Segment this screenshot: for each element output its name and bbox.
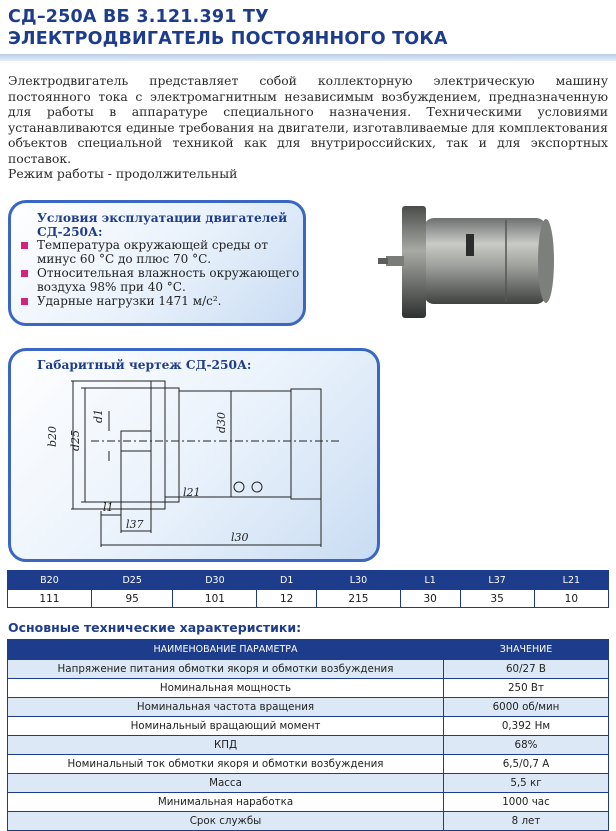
label-d1: d1	[92, 408, 105, 423]
dim-value: 35	[460, 590, 534, 608]
value-cell: 1000 час	[444, 793, 609, 812]
value-cell: 250 Вт	[444, 679, 609, 698]
condition-text: Ударные нагрузки 1471 м/с².	[37, 294, 222, 308]
drawing-box	[8, 348, 380, 562]
intro-paragraph: Электродвигатель представляет собой коллекторную электрическую машину постоянного тока с электромагнитным независимым возбуждением, предназначенную для работы в аппаратуре специального назначения. Техническими условиями устанавливаются единые требования на двигатели, изготавливаемые для комплектования объектов специальной техникой как для внутрироссийских, так и для экспортных поставок.	[8, 73, 608, 166]
dim-value: 111	[8, 590, 92, 608]
value-column-header: ЗНАЧЕНИЕ	[444, 640, 609, 660]
param-column-header: НАИМЕНОВАНИЕ ПАРАМЕТРА	[8, 640, 444, 660]
specs-table	[7, 639, 609, 831]
table-row	[8, 793, 609, 812]
table-row	[8, 774, 609, 793]
value-cell: 8 лет	[444, 812, 609, 831]
table-row	[8, 755, 609, 774]
table-row	[8, 717, 609, 736]
title-line-1: СД–250А ВБ 3.121.391 ТУ	[8, 7, 269, 27]
param-cell: Срок службы	[8, 812, 444, 831]
value-cell: 6000 об/мин	[444, 698, 609, 717]
value-cell: 6,5/0,7 А	[444, 755, 609, 774]
dim-value: 101	[173, 590, 257, 608]
conditions-title	[37, 211, 287, 239]
motor-photo	[376, 196, 556, 326]
label-d25: d25	[69, 429, 82, 451]
label-l37: l37	[126, 518, 144, 531]
title-line-2: ЭЛЕКТРОДВИГАТЕЛЬ ПОСТОЯННОГО ТОКА	[8, 29, 448, 49]
bullet-icon	[21, 298, 28, 305]
drawing-title: Габаритный чертеж СД-250А:	[37, 358, 252, 372]
param-cell: Напряжение питания обмотки якоря и обмотки возбуждения	[8, 660, 444, 679]
label-l1: l1	[103, 501, 114, 514]
header-divider	[0, 54, 616, 61]
value-cell: 60/27 В	[444, 660, 609, 679]
table-row	[8, 679, 609, 698]
dim-header: L30	[316, 571, 400, 590]
value-cell: 5,5 кг	[444, 774, 609, 793]
dim-value: 12	[257, 590, 317, 608]
param-cell: Номинальная мощность	[8, 679, 444, 698]
value-cell: 68%	[444, 736, 609, 755]
param-cell: Номинальный ток обмотки якоря и обмотки возбуждения	[8, 755, 444, 774]
conditions-title-line-2: СД-250А:	[37, 225, 103, 239]
table-row	[8, 812, 609, 831]
dim-header: L37	[460, 571, 534, 590]
label-d30: d30	[215, 411, 228, 433]
table-row	[8, 590, 609, 608]
condition-text: Температура окружающей среды от минус 60 °С до плюс 70 °С.	[37, 238, 269, 266]
bullet-icon	[21, 242, 28, 249]
label-l30: l30	[231, 531, 249, 544]
dim-header: L1	[400, 571, 460, 590]
conditions-title-line-1: Условия эксплуатации двигателей	[37, 211, 288, 225]
dim-header: D25	[91, 571, 173, 590]
param-cell: Минимальная наработка	[8, 793, 444, 812]
dim-value: 95	[91, 590, 173, 608]
param-cell: Масса	[8, 774, 444, 793]
table-row	[8, 660, 609, 679]
conditions-list	[21, 239, 301, 310]
operation-mode: Режим работы - продолжительный	[8, 166, 238, 181]
value-cell: 0,392 Нм	[444, 717, 609, 736]
label-b20: b20	[46, 425, 59, 447]
dim-value: 215	[316, 590, 400, 608]
dim-value: 10	[534, 590, 608, 608]
dim-header: D1	[257, 571, 317, 590]
dimension-drawing	[11, 351, 377, 559]
param-cell: Номинальный вращающий момент	[8, 717, 444, 736]
dim-header: D30	[173, 571, 257, 590]
table-row	[8, 736, 609, 755]
dim-value: 30	[400, 590, 460, 608]
list-item	[21, 295, 301, 309]
dimensions-table	[7, 570, 609, 608]
conditions-box	[8, 200, 306, 326]
list-item	[21, 239, 301, 266]
label-l21: l21	[183, 486, 201, 499]
table-row	[8, 698, 609, 717]
dim-header: B20	[8, 571, 92, 590]
specs-title: Основные технические характеристики:	[8, 620, 302, 635]
bullet-icon	[21, 270, 28, 277]
table-header-row	[8, 640, 609, 660]
page-title	[8, 6, 448, 50]
dim-header: L21	[534, 571, 608, 590]
list-item	[21, 267, 301, 294]
param-cell: КПД	[8, 736, 444, 755]
condition-text: Относительная влажность окружающего воздуха 98% при 40 °С.	[37, 266, 300, 294]
table-header-row	[8, 571, 609, 590]
param-cell: Номинальная частота вращения	[8, 698, 444, 717]
